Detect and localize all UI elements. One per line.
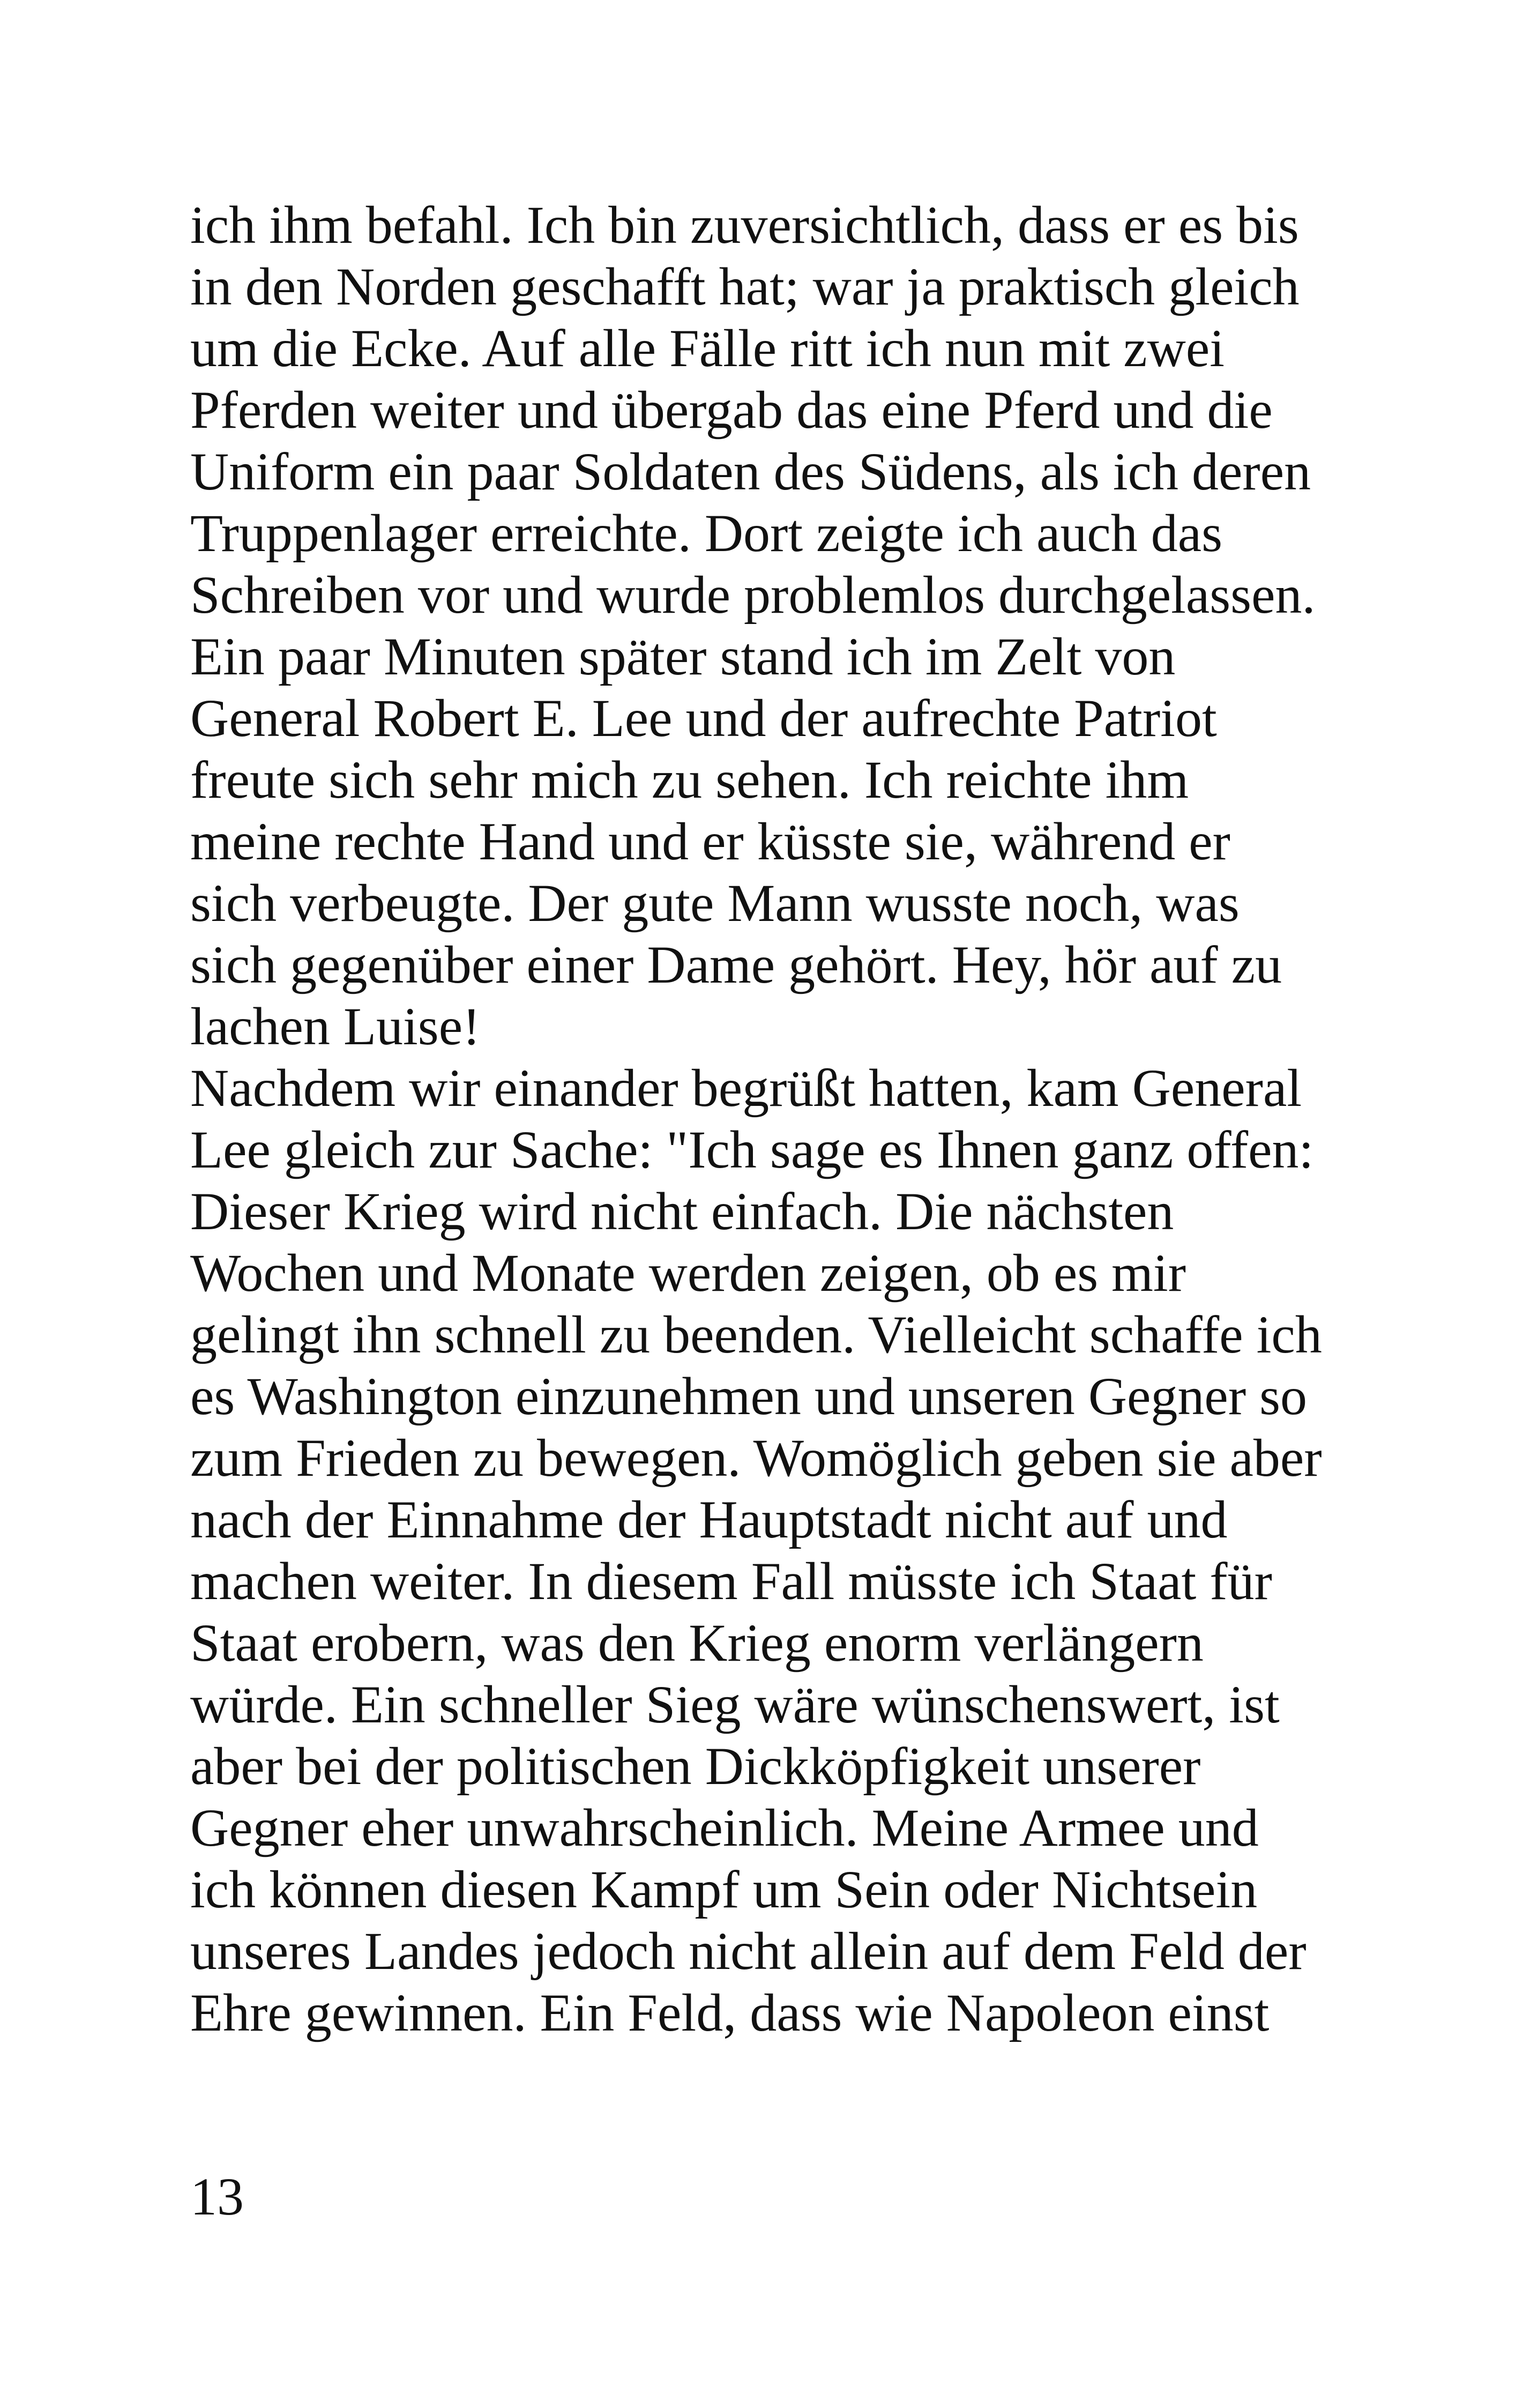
text-line: Staat erobern, was den Krieg enorm verlängern	[190, 1613, 1204, 1673]
text-line: Nachdem wir einander begrüßt hatten, kam General	[190, 1058, 1302, 1118]
text-line: General Robert E. Lee und der aufrechte Patriot	[190, 688, 1217, 748]
text-line: Schreiben vor und wurde problemlos durchgelassen.	[190, 565, 1316, 625]
text-line: freute sich sehr mich zu sehen. Ich reichte ihm	[190, 750, 1189, 809]
text-line: gelingt ihn schnell zu beenden. Vielleicht schaffe ich	[190, 1305, 1322, 1364]
body-text	[190, 194, 1369, 2043]
text-line: Uniform ein paar Soldaten des Südens, als ich deren	[190, 442, 1311, 501]
text-line: um die Ecke. Auf alle Fälle ritt ich nun mit zwei	[190, 318, 1225, 378]
text-line: meine rechte Hand und er küsste sie, während er	[190, 812, 1230, 871]
text-line: Lee gleich zur Sache: "Ich sage es Ihnen ganz offen:	[190, 1120, 1314, 1179]
text-line: Dieser Krieg wird nicht einfach. Die nächsten	[190, 1181, 1174, 1241]
text-line: machen weiter. In diesem Fall müsste ich Staat für	[190, 1551, 1272, 1611]
text-line: Pferden weiter und übergab das eine Pferd und die	[190, 380, 1273, 440]
text-line: sich gegenüber einer Dame gehört. Hey, hör auf zu	[190, 935, 1282, 994]
text-line: aber bei der politischen Dickköpfigkeit unserer	[190, 1736, 1201, 1796]
text-line: Truppenlager erreichte. Dort zeigte ich auch das	[190, 503, 1223, 563]
text-line: ich können diesen Kampf um Sein oder Nichtsein	[190, 1860, 1258, 1919]
text-line: ich ihm befahl. Ich bin zuversichtlich, dass er es bis	[190, 195, 1299, 255]
text-line: Gegner eher unwahrscheinlich. Meine Armee und	[190, 1798, 1259, 1857]
text-line: sich verbeugte. Der gute Mann wusste noch, was	[190, 873, 1240, 933]
text-line: unseres Landes jedoch nicht allein auf dem Feld der	[190, 1921, 1307, 1981]
text-line: es Washington einzunehmen und unseren Gegner so	[190, 1366, 1308, 1426]
text-line: Ein paar Minuten später stand ich im Zelt von	[190, 627, 1176, 686]
text-line: lachen Luise!	[190, 997, 481, 1056]
text-line: zum Frieden zu bewegen. Womöglich geben sie aber	[190, 1428, 1322, 1488]
text-line: nach der Einnahme der Hauptstadt nicht auf und	[190, 1490, 1228, 1549]
text-line: Wochen und Monate werden zeigen, ob es mir	[190, 1243, 1186, 1303]
text-line: würde. Ein schneller Sieg wäre wünschenswert, ist	[190, 1675, 1280, 1734]
text-line: Ehre gewinnen. Ein Feld, dass wie Napoleon einst	[190, 1983, 1270, 2042]
page-number: 13	[190, 2167, 244, 2226]
text-line: in den Norden geschafft hat; war ja praktisch gleich	[190, 257, 1300, 316]
